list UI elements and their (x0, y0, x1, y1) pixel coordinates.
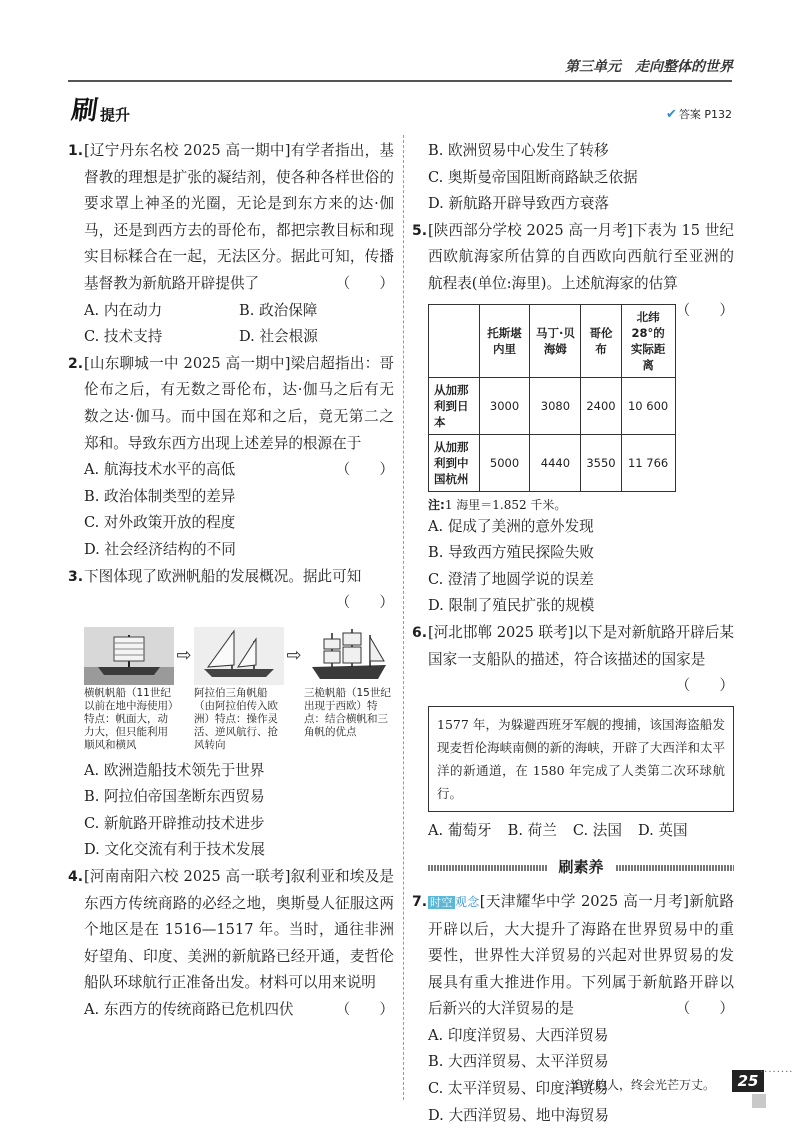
question-number: 1. (68, 143, 84, 159)
table-cell: 5000 (479, 434, 530, 491)
brand-big: 刷 (69, 96, 100, 126)
option-b[interactable]: B. 大西洋贸易、太平洋贸易 (428, 1053, 609, 1071)
option-d[interactable]: D. 社会根源 (239, 328, 318, 346)
ship-caption: 阿拉伯三角帆船（由阿拉伯传入欧洲）特点：操作灵活、逆风航行、抢风转向 (194, 686, 278, 751)
option-b[interactable]: B. 政治保障 (239, 301, 318, 319)
table-cell: 从加那利到日本 (429, 377, 480, 434)
question-number: 6. (412, 624, 428, 641)
option-a[interactable]: A. 印度洋贸易、大西洋贸易 (428, 1026, 609, 1044)
option-c[interactable]: C. 奥斯曼帝国阻断商路缺乏依据 (428, 168, 638, 186)
table-header-row (429, 304, 676, 377)
answer-blank[interactable]: （ ） (675, 1000, 734, 1018)
answer-blank[interactable]: （ ） (335, 461, 394, 479)
ship-panel (84, 627, 174, 752)
option-d[interactable]: D. 新航路开辟导致西方衰落 (428, 195, 609, 213)
options-row (68, 298, 394, 325)
arrow-right-icon: ⇨ (286, 644, 302, 666)
ship-caption: 横帆帆船（11世纪以前在地中海使用）特点：帆面大，动力大，但只能利用顺风和横风 (84, 686, 174, 751)
option-c[interactable]: C. 澄清了地圆学说的误差 (428, 570, 594, 588)
column-divider (403, 135, 404, 1100)
option-a[interactable]: A. 欧洲造船技术领先于世界 (84, 761, 265, 779)
answer-reference (666, 106, 732, 122)
answer-blank[interactable]: （ ） (335, 594, 394, 612)
table-row (429, 434, 676, 491)
note-text: 1 海里＝1.852 千米。 (444, 497, 567, 512)
question-number: 4. (68, 869, 84, 886)
table-header (429, 304, 480, 377)
question-6 (412, 620, 734, 700)
square-sail-ship-image (84, 627, 174, 685)
page-dots: ········ (760, 1067, 794, 1078)
question-number: 5. (412, 222, 428, 239)
option-b[interactable]: B. 导致西方殖民探险失败 (428, 544, 594, 562)
question-text: [山东聊城一中 2025 高一期中]梁启超指出：哥伦布之后，有无数之哥伦布，达·伽马之后有无数之达·伽马。而中国在郑和之后，竟无第二之郑和。导致东西方出现上述差异的根源在于 (84, 354, 394, 452)
option-b[interactable]: B. 欧洲贸易中心发生了转移 (428, 142, 609, 159)
option-d[interactable]: D. 英国 (637, 821, 688, 839)
question-text: [河南南阳六校 2025 高一联考]叙利亚和埃及是东西方传统商路的必经之地，奥斯曼人征服这两个地区是在 1516—1517 年。当时，通往非洲好望角、印度、美洲的新航路已经开通，麦哲伦船队环球航行正准备出发。材料可以用来说明 (84, 868, 394, 992)
section-title: 刷素养 (558, 858, 604, 877)
answer-blank[interactable]: （ ） (335, 274, 394, 292)
question-number: 3. (68, 568, 84, 585)
table-header: 马丁·贝海姆 (530, 304, 581, 377)
footer-motto: 追光的人，终会光芒万丈。 (571, 1078, 716, 1092)
option-c[interactable]: C. 新航路开辟推动技术进步 (84, 814, 265, 832)
option-a[interactable]: A. 葡萄牙 (428, 821, 492, 839)
divider-rule (428, 865, 547, 871)
ship-figure (84, 627, 394, 752)
option-d[interactable]: D. 限制了殖民扩张的规模 (428, 597, 595, 615)
table-header: 北纬 28°的实际距离 (621, 304, 675, 377)
table-cell: 10 600 (621, 377, 675, 434)
unit-header: 第三单元 走向整体的世界 (565, 59, 733, 75)
question-number: 2. (68, 355, 84, 372)
option-d[interactable]: D. 文化交流有利于技术发展 (84, 841, 265, 859)
ship-panel (304, 627, 394, 739)
corner-square (752, 1094, 766, 1108)
table-note (412, 496, 734, 514)
quote-box: 1577 年，为躲避西班牙军舰的搜捕，该国海盗船发现麦哲伦海峡南侧的新的海峡，开辟了大西洋和太平洋的新通道，在 1580 年完成了人类第二次环球航行。 (428, 706, 734, 812)
option-c[interactable]: C. 法国 (572, 821, 622, 839)
answer-blank[interactable]: （ ） (675, 677, 734, 695)
section-brand (69, 90, 131, 127)
right-column (412, 138, 734, 1129)
option-c[interactable]: C. 太平洋贸易、印度洋贸易 (428, 1080, 609, 1098)
three-mast-ship-image (304, 627, 394, 685)
option-a[interactable]: A. 东西方的传统商路已危机四伏 (84, 1001, 294, 1019)
option-c[interactable]: C. 技术支持 (84, 328, 163, 346)
ship-panel (194, 627, 284, 752)
table-cell: 11 766 (621, 434, 675, 491)
tag-time-space: 时空 (430, 895, 453, 909)
header-rule (68, 80, 732, 82)
table-cell: 3550 (581, 434, 621, 491)
question-5 (412, 218, 734, 319)
question-text: [河北邯郸 2025 联考]以下是对新航路开辟后某国家一支船队的描述，符合该描述的国家是 (428, 623, 734, 668)
table-cell: 从加那利到中国杭州 (429, 434, 480, 491)
question-text: [天津耀华中学 2025 高一月考]新航路开辟以后，大大提升了海路在世界贸易中的重要性，世界性大洋贸易的兴起对世界贸易的发展具有重大推进作用。下列属于新航路开辟以后新兴的大洋贸易的是 (428, 892, 735, 1018)
tag-concept: 观念 (454, 894, 480, 909)
option-a[interactable]: A. 航海技术水平的高低 (84, 461, 236, 479)
table-cell: 2400 (581, 377, 621, 434)
ship-caption: 三桅帆船（15世纪出现于西欧）特点：结合横帆和三角帆的优点 (304, 686, 391, 738)
table-row (429, 377, 676, 434)
option-b[interactable]: B. 阿拉伯帝国垄断东西贸易 (84, 788, 265, 806)
option-b[interactable]: B. 政治体制类型的差异 (84, 487, 236, 505)
options-row (412, 818, 734, 845)
options-row (68, 324, 394, 351)
left-column (68, 138, 394, 1024)
check-icon: ✔ (666, 106, 677, 122)
brand-small: 提升 (100, 106, 131, 124)
question-text: 下图体现了欧洲帆船的发展概况。据此可知 (84, 567, 362, 585)
question-text: [陕西部分学校 2025 高一月考]下表为 15 世纪西欧航海家所估算的自西欧向西航行至亚洲的航程表(单位:海里)。上述航海家的估算 (428, 221, 734, 292)
question-1 (68, 138, 394, 298)
table-cell: 4440 (530, 434, 581, 491)
note-label: 注: (428, 497, 445, 512)
answer-blank[interactable]: （ ） (335, 1001, 394, 1019)
table-header: 哥伦布 (581, 304, 621, 377)
option-a[interactable]: A. 促成了美洲的意外发现 (428, 517, 594, 535)
lateen-sail-ship-image (194, 627, 284, 685)
option-d[interactable]: D. 社会经济结构的不同 (84, 540, 236, 558)
answer-label: 答案 P132 (678, 108, 733, 121)
question-number: 7. (412, 893, 428, 910)
section-divider (428, 854, 734, 881)
page-number: 25 (732, 1070, 764, 1092)
divider-rule (616, 865, 735, 871)
option-b[interactable]: B. 荷兰 (507, 821, 557, 839)
distance-table (428, 304, 676, 492)
option-a[interactable]: A. 内在动力 (84, 301, 163, 319)
arrow-right-icon: ⇨ (176, 644, 192, 666)
answer-blank[interactable]: （ ） (675, 301, 734, 319)
question-7 (412, 889, 734, 1023)
table-cell: 3080 (530, 377, 581, 434)
option-c[interactable]: C. 对外政策开放的程度 (84, 514, 236, 532)
table-header: 托斯堪内里 (479, 304, 530, 377)
table-cell: 3000 (479, 377, 530, 434)
question-3 (68, 564, 394, 617)
question-text: [辽宁丹东名校 2025 高一期中]有学者指出，基督教的理想是扩张的凝结剂，使各种各样世俗的要求罩上神圣的光圈，无论是到东方来的达·伽马，还是到西方去的哥伦布，都把宗教目标和现实目标糅合在一起，无法区分。据此可知，传播基督教为新航路开辟提供了 (84, 142, 394, 292)
option-d[interactable]: D. 大西洋贸易、地中海贸易 (428, 1106, 609, 1124)
